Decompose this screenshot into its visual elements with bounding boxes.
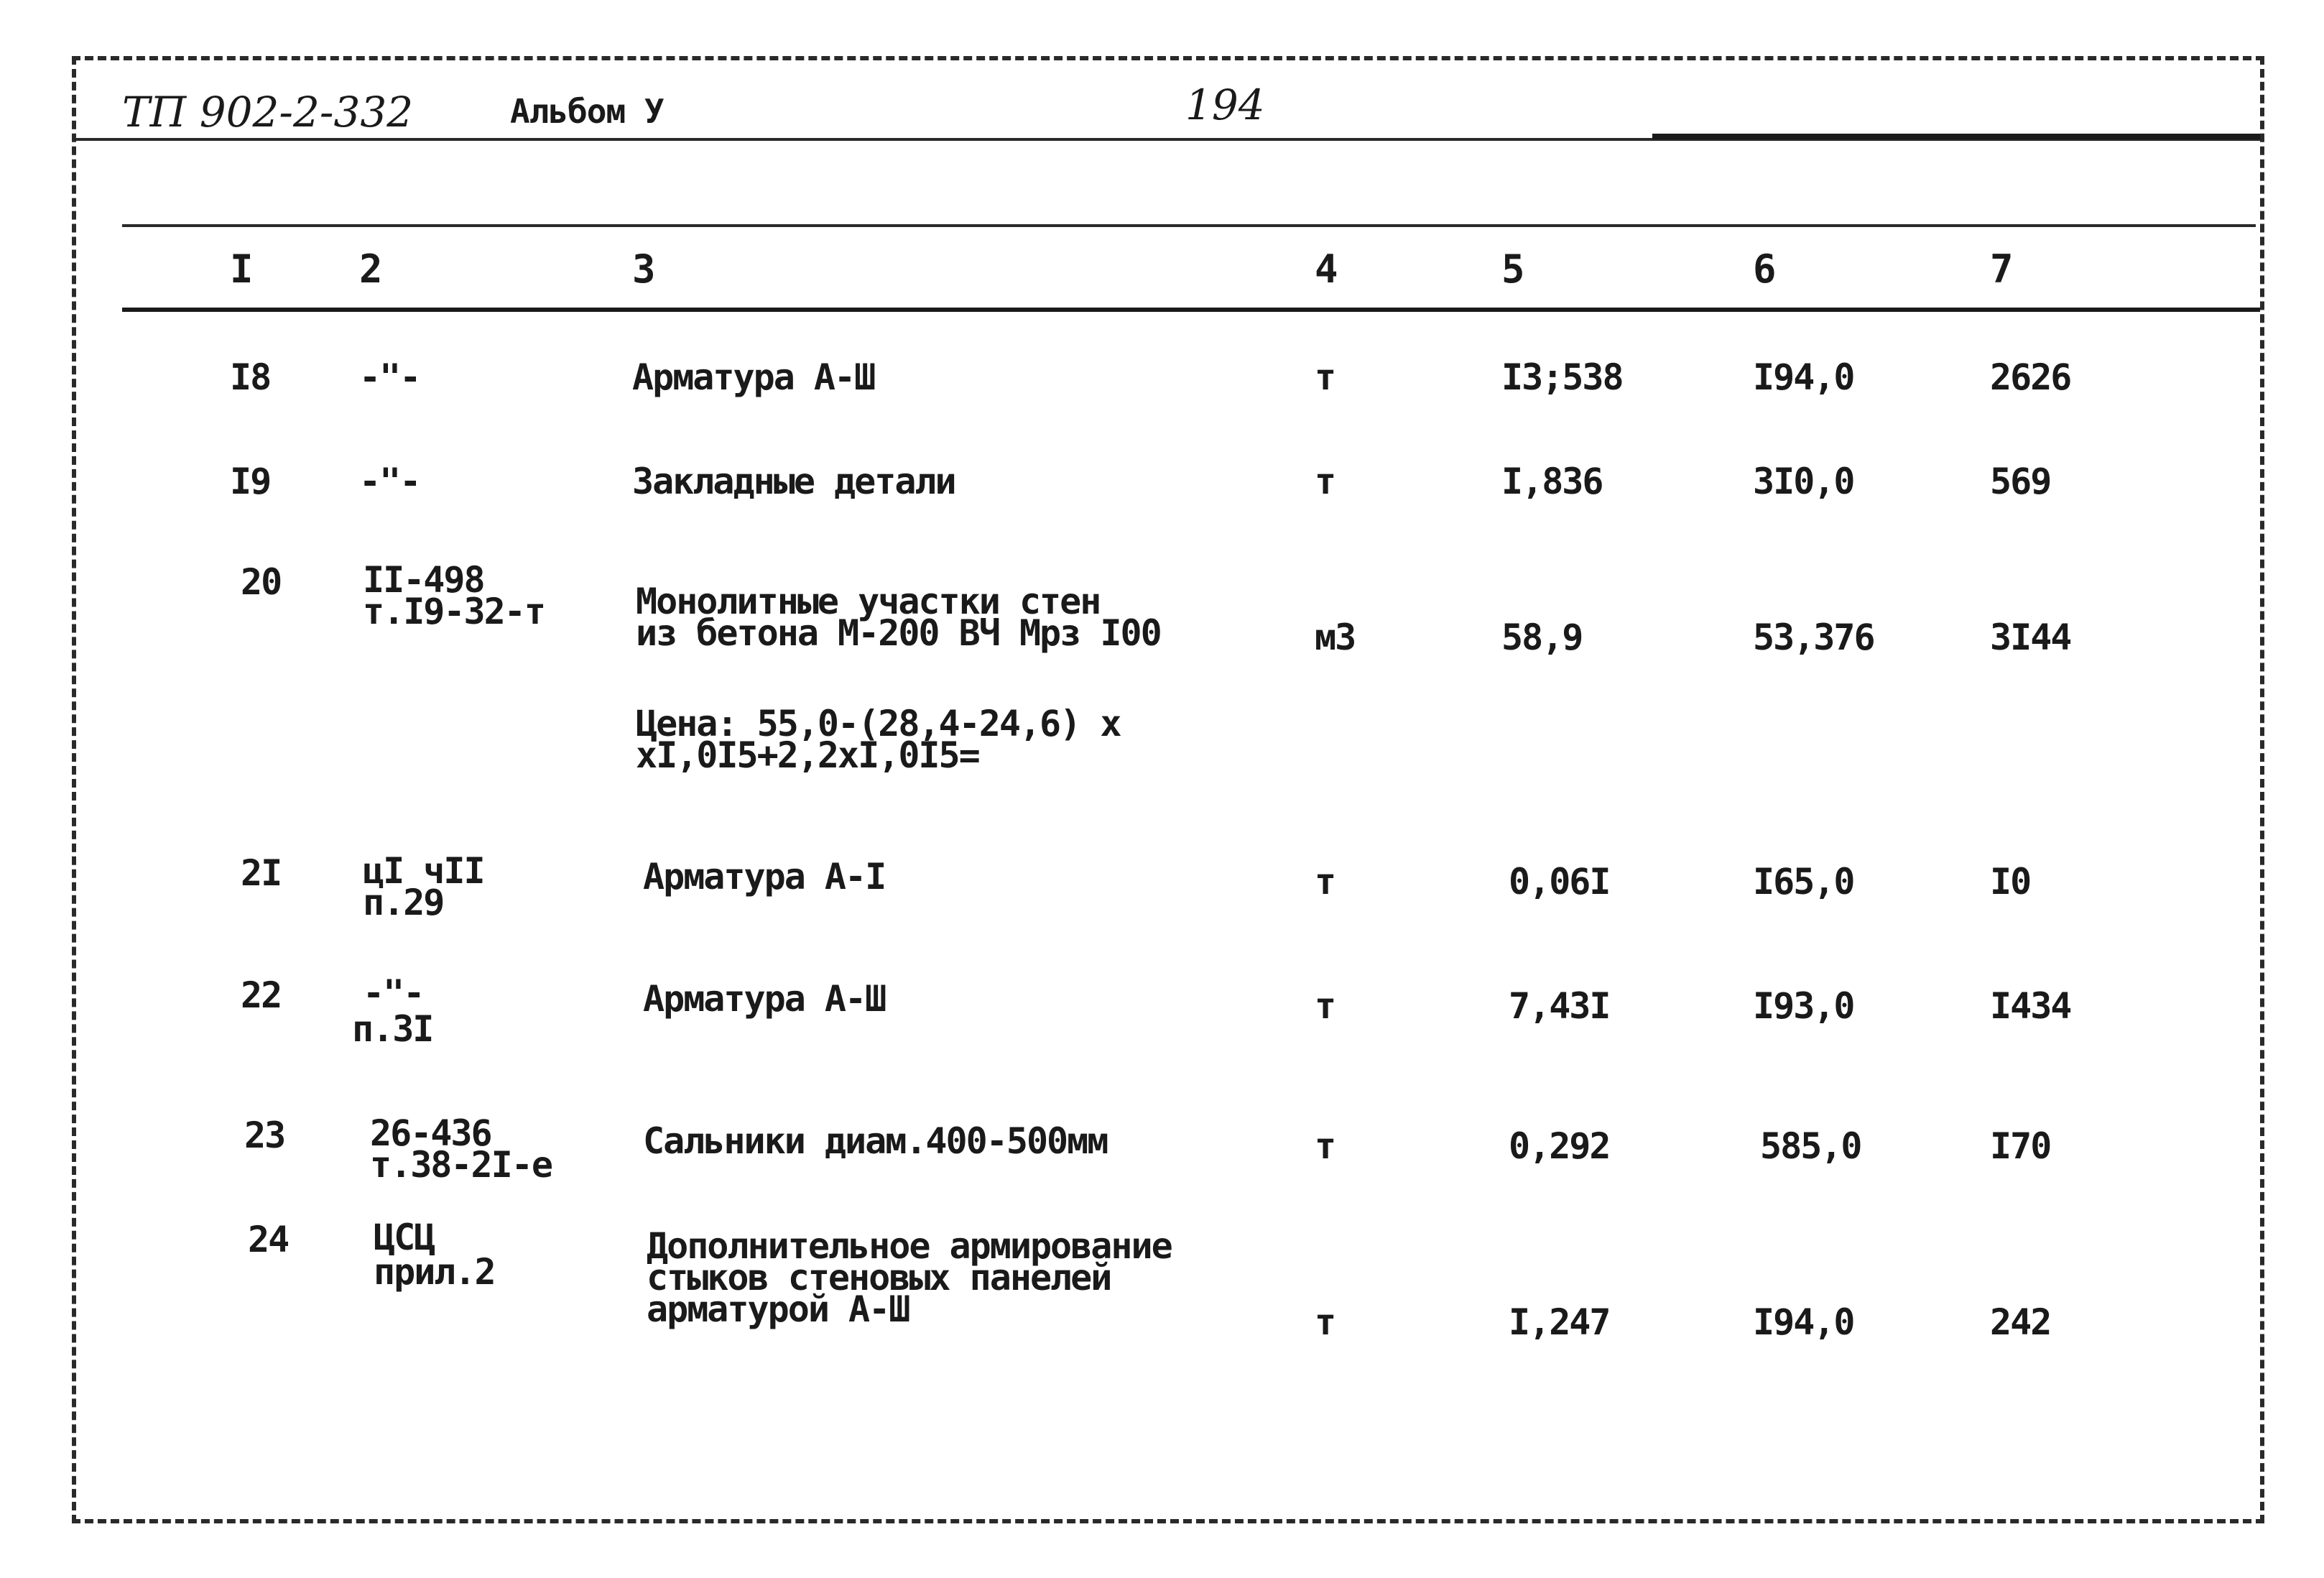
header-rule-thick: [1652, 134, 2260, 139]
reference-line-2: п.29: [363, 882, 444, 923]
description-line-3: арматурой А-Ш: [647, 1288, 909, 1330]
description-line-2: стыков стеновых панелей: [647, 1257, 1111, 1298]
cost: 569: [1990, 461, 2051, 502]
page-number: 194: [1185, 80, 1265, 129]
description: Арматура А-I: [643, 856, 886, 898]
reference-line-1: 26-436: [370, 1112, 491, 1154]
unit-price: I65,0: [1753, 861, 1854, 903]
unit-price: I93,0: [1753, 985, 1854, 1027]
description-line-1: Дополнительное армирование: [647, 1225, 1172, 1267]
unit: т: [1315, 985, 1335, 1027]
quantity: I3;538: [1501, 356, 1623, 398]
column-header-2: 2: [359, 246, 381, 292]
row-number: 22: [241, 974, 282, 1016]
unit-price: I94,0: [1753, 356, 1854, 398]
unit-price: 3I0,0: [1753, 461, 1854, 502]
row-number: I9: [230, 461, 271, 502]
description-line-1: Монолитные участки стен: [636, 581, 1101, 622]
column-header-6: 6: [1753, 246, 1775, 292]
unit-price: 53,376: [1753, 617, 1874, 658]
quantity: I,836: [1501, 461, 1603, 502]
unit: т: [1315, 461, 1335, 502]
unit-price: I94,0: [1753, 1301, 1854, 1343]
cost: I434: [1990, 985, 2071, 1027]
row-number: 2I: [241, 852, 282, 894]
table-top-rule: [122, 224, 2256, 227]
description: Арматура А-Ш: [632, 356, 875, 398]
description: Сальники диам.400-500мм: [643, 1120, 1108, 1162]
description-line-2: из бетона М-200 ВЧ Мрз I00: [636, 612, 1161, 654]
reference-line-2: прил.2: [374, 1251, 495, 1293]
quantity: 0,292: [1509, 1125, 1610, 1167]
description: Арматура А-Ш: [643, 978, 886, 1020]
column-header-7: 7: [1990, 246, 2012, 292]
cost: 3I44: [1990, 617, 2071, 658]
quantity: I,247: [1509, 1301, 1610, 1343]
quantity: 0,06I: [1509, 861, 1610, 903]
doc-code: ТП 902-2-332: [122, 88, 414, 137]
column-header-5: 5: [1501, 246, 1524, 292]
reference-line-2: т.I9-32-т: [363, 591, 545, 632]
unit: т: [1315, 861, 1335, 903]
unit: т: [1315, 1125, 1335, 1167]
reference-line-1: II-498: [363, 559, 484, 601]
quantity: 7,43I: [1509, 985, 1610, 1027]
quantity: 58,9: [1501, 617, 1583, 658]
reference-line-1: -"-: [363, 972, 424, 1014]
unit: м3: [1315, 617, 1356, 658]
reference: -"-: [359, 356, 420, 398]
row-number: I8: [230, 356, 271, 398]
reference-line-2: т.38-2I-е: [370, 1144, 552, 1186]
unit: т: [1315, 1301, 1335, 1343]
price-note-line-2: хI,0I5+2,2хI,0I5=: [636, 734, 979, 776]
reference: -"-: [359, 461, 420, 502]
table-header-rule: [122, 308, 2260, 312]
cost: 2626: [1990, 356, 2071, 398]
price-note-line-1: Цена: 55,0-(28,4-24,6) х: [636, 703, 1121, 744]
column-header-3: 3: [632, 246, 654, 292]
reference-line-1: цI чII: [363, 850, 484, 892]
cost: I0: [1990, 861, 2031, 903]
cost: I70: [1990, 1125, 2051, 1167]
album-label: Альбом У: [510, 92, 664, 131]
row-number: 23: [244, 1115, 285, 1156]
column-header-1: I: [230, 246, 252, 292]
page-frame: [72, 56, 2264, 1523]
row-number: 24: [248, 1219, 289, 1260]
unit-price: 585,0: [1760, 1125, 1861, 1167]
reference-line-1: ЦСЦ: [374, 1217, 435, 1258]
description: Закладные детали: [632, 461, 955, 502]
column-header-4: 4: [1315, 246, 1337, 292]
cost: 242: [1990, 1301, 2051, 1343]
unit: т: [1315, 356, 1335, 398]
reference-line-2: п.3I: [352, 1008, 433, 1050]
row-number: 20: [241, 561, 282, 603]
